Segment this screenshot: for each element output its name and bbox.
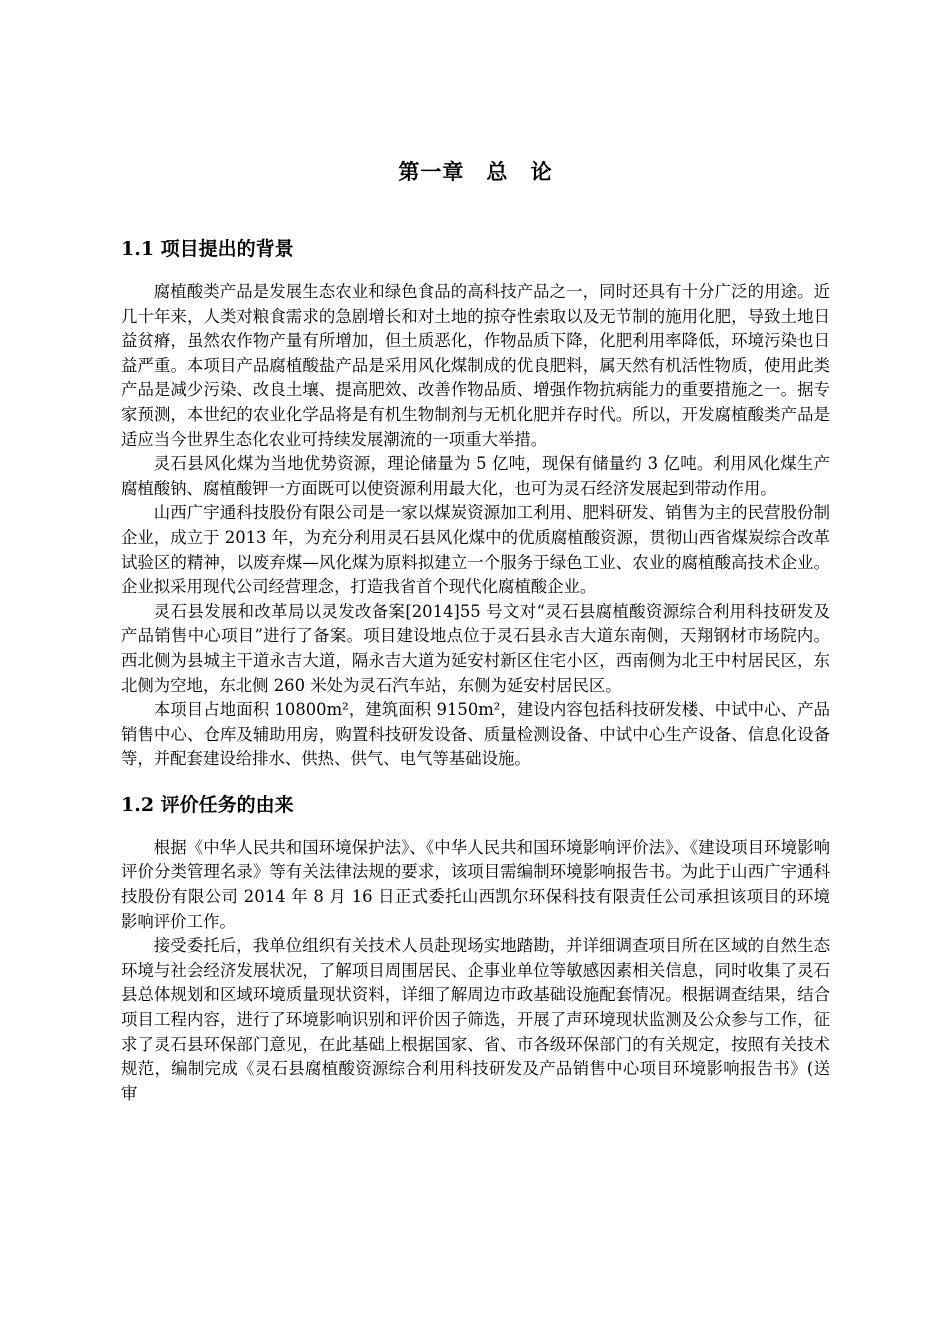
- paragraph: 灵石县发展和改革局以灵发改备案[2014]55 号文对“灵石县腐植酸资源综合利用科技研发及产品销售中心项目”进行了备案。项目建设地点位于灵石县永吉大道东南侧，天翔钢材市场院内。西北侧为县城主干道永吉大道，隔永吉大道为延安村新区住宅小区，西南侧为北王中村居民区，东北侧为空地，东北侧 260 米处为灵石汽车站，东侧为延安村居民区。: [121, 601, 830, 695]
- paragraph: 腐植酸类产品是发展生态农业和绿色食品的高科技产品之一，同时还具有十分广泛的用途。近几十年来，人类对粮食需求的急剧增长和对土地的掠夺性索取以及无节制的施用化肥，导致土地日益贫瘠，虽然农作物产量有所增加，但土质恶化，作物品质下降，化肥利用率降低，环境污染也日益严重。本项目产品腐植酸盐产品是采用风化煤制成的优良肥料，属天然有机活性物质，使用此类产品是减少污染、改良土壤、提高肥效、改善作物品质、增强作物抗病能力的重要措施之一。据专家预测，本世纪的农业化学品将是有机生物制剂与无机化肥并存时代。所以，开发腐植酸类产品是适应当今世界生态化农业可持续发展潮流的一项重大举措。: [121, 282, 830, 449]
- paragraph: 接受委托后，我单位组织有关技术人员赴现场实地踏勘，并详细调查项目所在区域的自然生态环境与社会经济发展状况，了解项目周围居民、企事业单位等敏感因素相关信息，同时收集了灵石县总体规划和区域环境质量现状资料，详细了解周边市政基础设施配套情况。根据调查结果，结合项目工程内容，进行了环境影响识别和评价因子筛选，开展了声环境现状监测及公众参与工作，征求了灵石县环保部门意见，在此基础上根据国家、省、市各级环保部门的有关规定，按照有关技术规范，编制完成《灵石县腐植酸资源综合利用科技研发及产品销售中心项目环境影响报告书》(送审: [121, 936, 830, 1103]
- section-task-origin: [121, 790, 830, 1107]
- paragraph: 山西广宇通科技股份有限公司是一家以煤炭资源加工利用、肥料研发、销售为主的民营股份制企业，成立于 2013 年，为充分利用灵石县风化煤中的优质腐植酸资源，贯彻山西省煤炭综合改革试验区的精神，以废弃煤—风化煤为原料拟建立一个服务于绿色工业、农业的腐植酸高技术企业。企业拟采用现代公司经营理念，打造我省首个现代化腐植酸企业。: [121, 503, 830, 597]
- section-heading: 1.1 项目提出的背景: [121, 238, 294, 260]
- paragraph: 本项目占地面积 10800m²，建筑面积 9150m²，建设内容包括科技研发楼、中试中心、产品销售中心、仓库及辅助用房，购置科技研发设备、质量检测设备、中试中心生产设备、信息化设备等，并配套建设给排水、供热、供气、电气等基础设施。: [121, 700, 830, 769]
- section-background: [121, 234, 830, 772]
- section-heading: 1.2 评价任务的由来: [121, 793, 294, 816]
- chapter-title: 第一章 总 论: [398, 159, 553, 184]
- paragraph: 灵石县风化煤为当地优势资源，理论储量为 5 亿吨，现保有储量约 3 亿吨。利用风化煤生产腐植酸钠、腐植酸钾一方面既可以使资源利用最大化，也可为灵石经济发展起到带动作用。: [121, 454, 830, 498]
- paragraph: 根据《中华人民共和国环境保护法》、《中华人民共和国环境影响评价法》、《建设项目环境影响评价分类管理名录》等有关法律法规的要求，该项目需编制环境影响报告书。为此于山西广宇通科技股份有限公司 2014 年 8 月 16 日正式委托山西凯尔环保科技有限责任公司承担该项目的环境影响评价工作。: [121, 837, 830, 931]
